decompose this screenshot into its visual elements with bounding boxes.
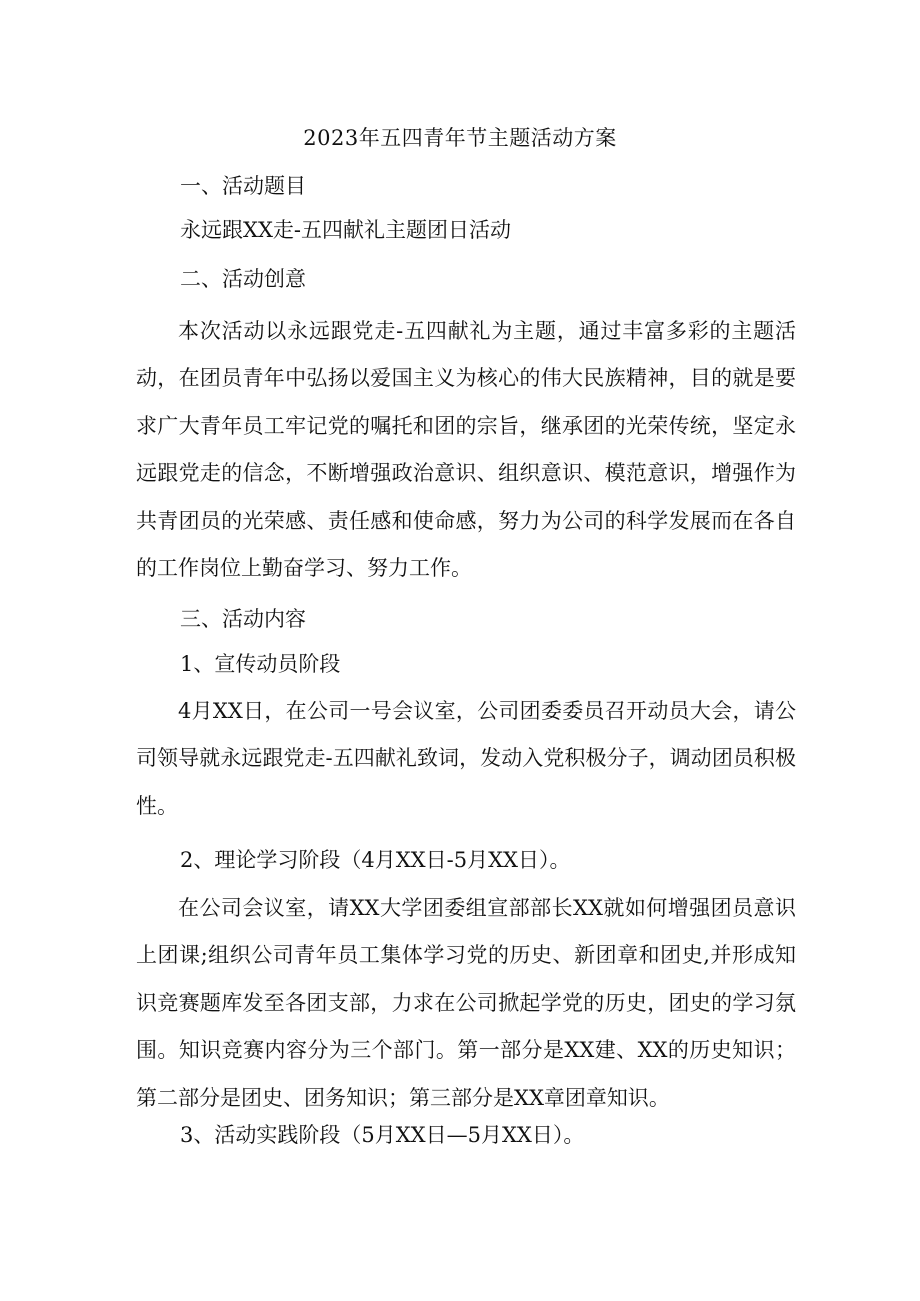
idea-paragraph: 本次活动以永远跟党走-五四献礼为主题，通过丰富多彩的主题活动，在团员青年中弘扬以爱国主义为核心的伟大民族精神，目的就是要求广大青年员工牢记党的嘱托和团的宗旨，继承团的光荣传统，坚定永远跟党走的信念，不断增强政治意识、组织意识、模范意识，增强作为共青团员的光荣感、责任感和使命感，努力为公司的科学发展而在各自的工作岗位上勤奋学习、努力工作。 <box>136 319 796 581</box>
stage2-heading: 2、理论学习阶段（4月XX日-5月XX日）。 <box>180 848 571 872</box>
topic-text: 永远跟XX走-五四献礼主题团日活动 <box>180 218 511 242</box>
section-heading-topic: 一、活动题目 <box>180 174 306 198</box>
document-title: 2023年五四青年节主题活动方案 <box>303 126 617 150</box>
stage1-heading: 1、宣传动员阶段 <box>180 652 341 676</box>
section-heading-content: 三、活动内容 <box>180 607 306 631</box>
stage1-paragraph: 4月XX日，在公司一号会议室，公司团委委员召开动员大会，请公司领导就永远跟党走-五四献礼致词，发动入党积极分子，调动团员积极性。 <box>136 699 796 818</box>
stage2-paragraph: 在公司会议室，请XX大学团委组宣部部长XX就如何增强团员意识上团课;组织公司青年员工集体学习党的历史、新团章和团史,并形成知识竞赛题库发至各团支部，力求在公司掀起学党的历史，团史的学习氛围。知识竞赛内容分为三个部门。第一部分是XX建、XX的历史知识；第二部分是团史、团务知识；第三部分是XX章团章知识。 <box>136 896 796 1110</box>
section-heading-idea: 二、活动创意 <box>180 267 306 291</box>
stage3-heading: 3、活动实践阶段（5月XX日—5月XX日）。 <box>180 1123 585 1147</box>
